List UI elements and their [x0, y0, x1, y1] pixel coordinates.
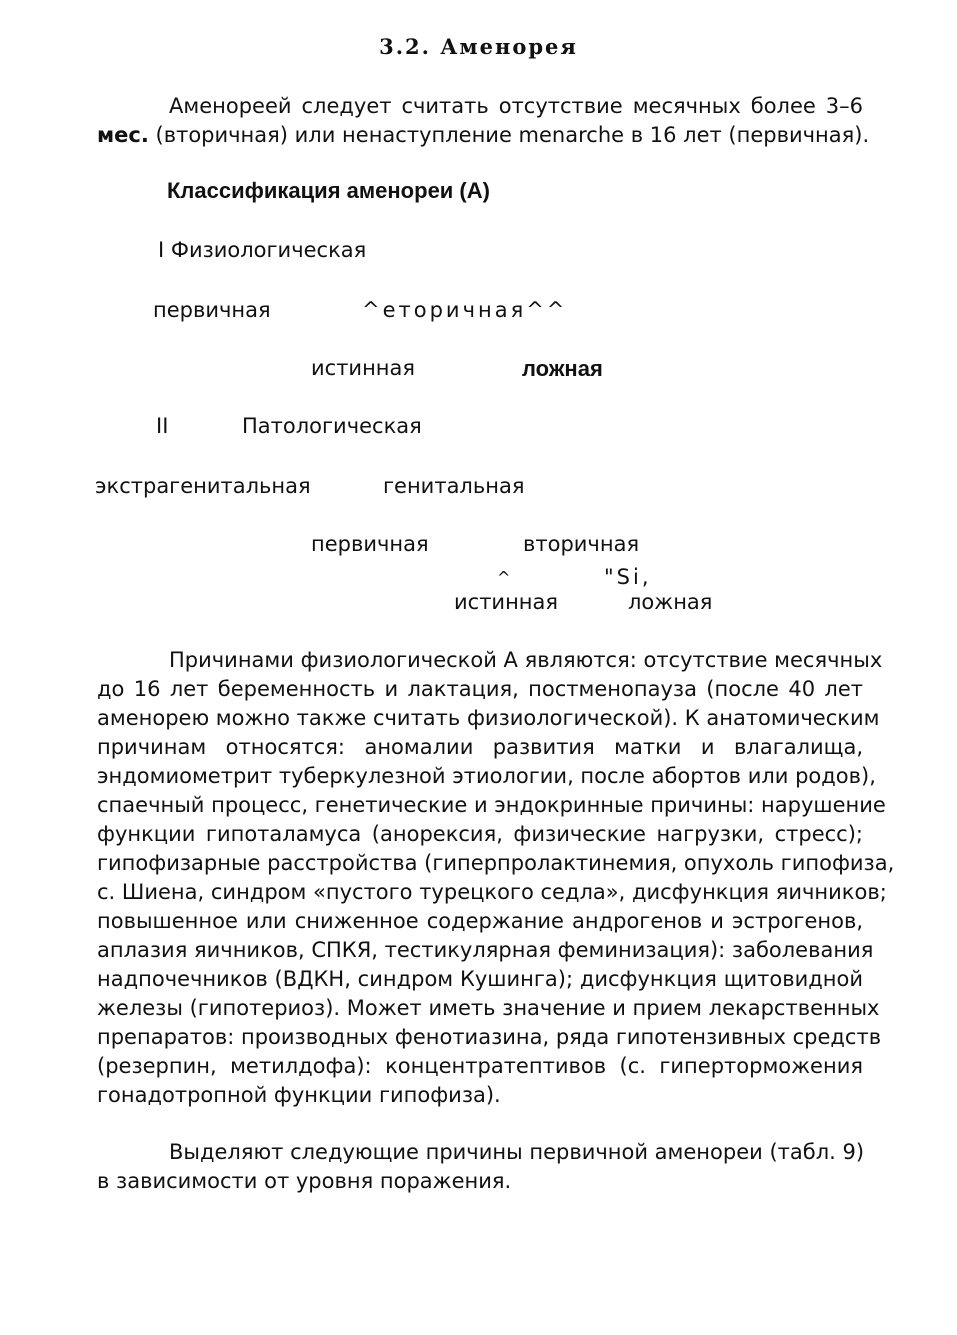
- genital-secondary: вторичная: [523, 532, 640, 556]
- pathological-number: II: [156, 414, 169, 438]
- intro-bold-term: мес.: [97, 123, 149, 147]
- genital-primary: первичная: [311, 532, 429, 556]
- causes-line: аменорею можно также считать физиологической). К анатомическим: [97, 706, 880, 730]
- causes-line: гонадотропной функции гипофиза).: [97, 1083, 501, 1107]
- pathological-label: Патологическая: [242, 414, 422, 438]
- causes-line: с. Шиена, синдром «пустого турецкого седла», дисфункция яичников;: [97, 880, 887, 904]
- genital-true: истинная: [454, 590, 559, 614]
- causes-line: эндомиометрит туберкулезной этиологии, после абортов или родов),: [97, 764, 876, 788]
- physiological-primary: первичная: [153, 298, 271, 322]
- genital-label: генитальная: [383, 474, 525, 498]
- extragenital-label: экстрагенитальная: [95, 474, 311, 498]
- final-line-2: в зависимости от уровня поражения.: [97, 1169, 512, 1193]
- genital-false: ложная: [628, 590, 713, 614]
- intro-line-2: [97, 121, 870, 150]
- causes-line: надпочечников (ВДКН, синдром Кушинга); дисфункция щитовидной: [97, 967, 863, 991]
- intro-line-1: Аменореей следует считать отсутствие месячных более 3–6: [169, 94, 863, 118]
- causes-line: повышенное или сниженное содержание андрогенов и эстрогенов,: [97, 909, 863, 933]
- final-line-1: Выделяют следующие причины первичной аменореи (табл. 9): [169, 1140, 865, 1164]
- causes-line: функции гипоталамуса (анорексия, физические нагрузки, стресс);: [97, 822, 863, 846]
- final-paragraph: [97, 1138, 863, 1196]
- physiological-false: ложная: [522, 356, 603, 381]
- intro-line-2-rest: (вторичная) или ненаступление menarche в 16 лет (первичная).: [148, 123, 870, 147]
- intro-paragraph: [97, 92, 870, 150]
- caret-mark: ^: [497, 568, 511, 587]
- si-mark: "Si,: [604, 565, 652, 589]
- causes-line: Причинами физиологической А являются: отсутствие месячных: [169, 648, 883, 672]
- causes-line: (резерпин, метилдофа): концентратептивов (с. гиперторможения: [97, 1054, 863, 1078]
- causes-line: препаратов: производных фенотиазина, ряда гипотензивных средств: [97, 1025, 882, 1049]
- causes-paragraph: [97, 646, 895, 1110]
- causes-line: аплазия яичников, СПКЯ, тестикулярная феминизация): заболевания: [97, 938, 874, 962]
- section-title: 3.2. Аменорея: [379, 34, 578, 59]
- physiological-true: истинная: [311, 356, 416, 380]
- causes-line: спаечный процесс, генетические и эндокринные причины: нарушение: [97, 793, 886, 817]
- causes-line: гипофизарные расстройства (гиперпролактинемия, опухоль гипофиза,: [97, 851, 895, 875]
- causes-line: до 16 лет беременность и лактация, постменопауза (после 40 лет: [97, 677, 863, 701]
- classification-heading: Классификация аменореи (А): [167, 178, 490, 203]
- physiological-secondary: ^еторичная^^: [362, 298, 568, 322]
- causes-line: железы (гипотериоз). Может иметь значение и прием лекарственных: [97, 996, 880, 1020]
- causes-line: причинам относятся: аномалии развития матки и влагалища,: [97, 735, 863, 759]
- physiological-label: I Физиологическая: [158, 238, 367, 262]
